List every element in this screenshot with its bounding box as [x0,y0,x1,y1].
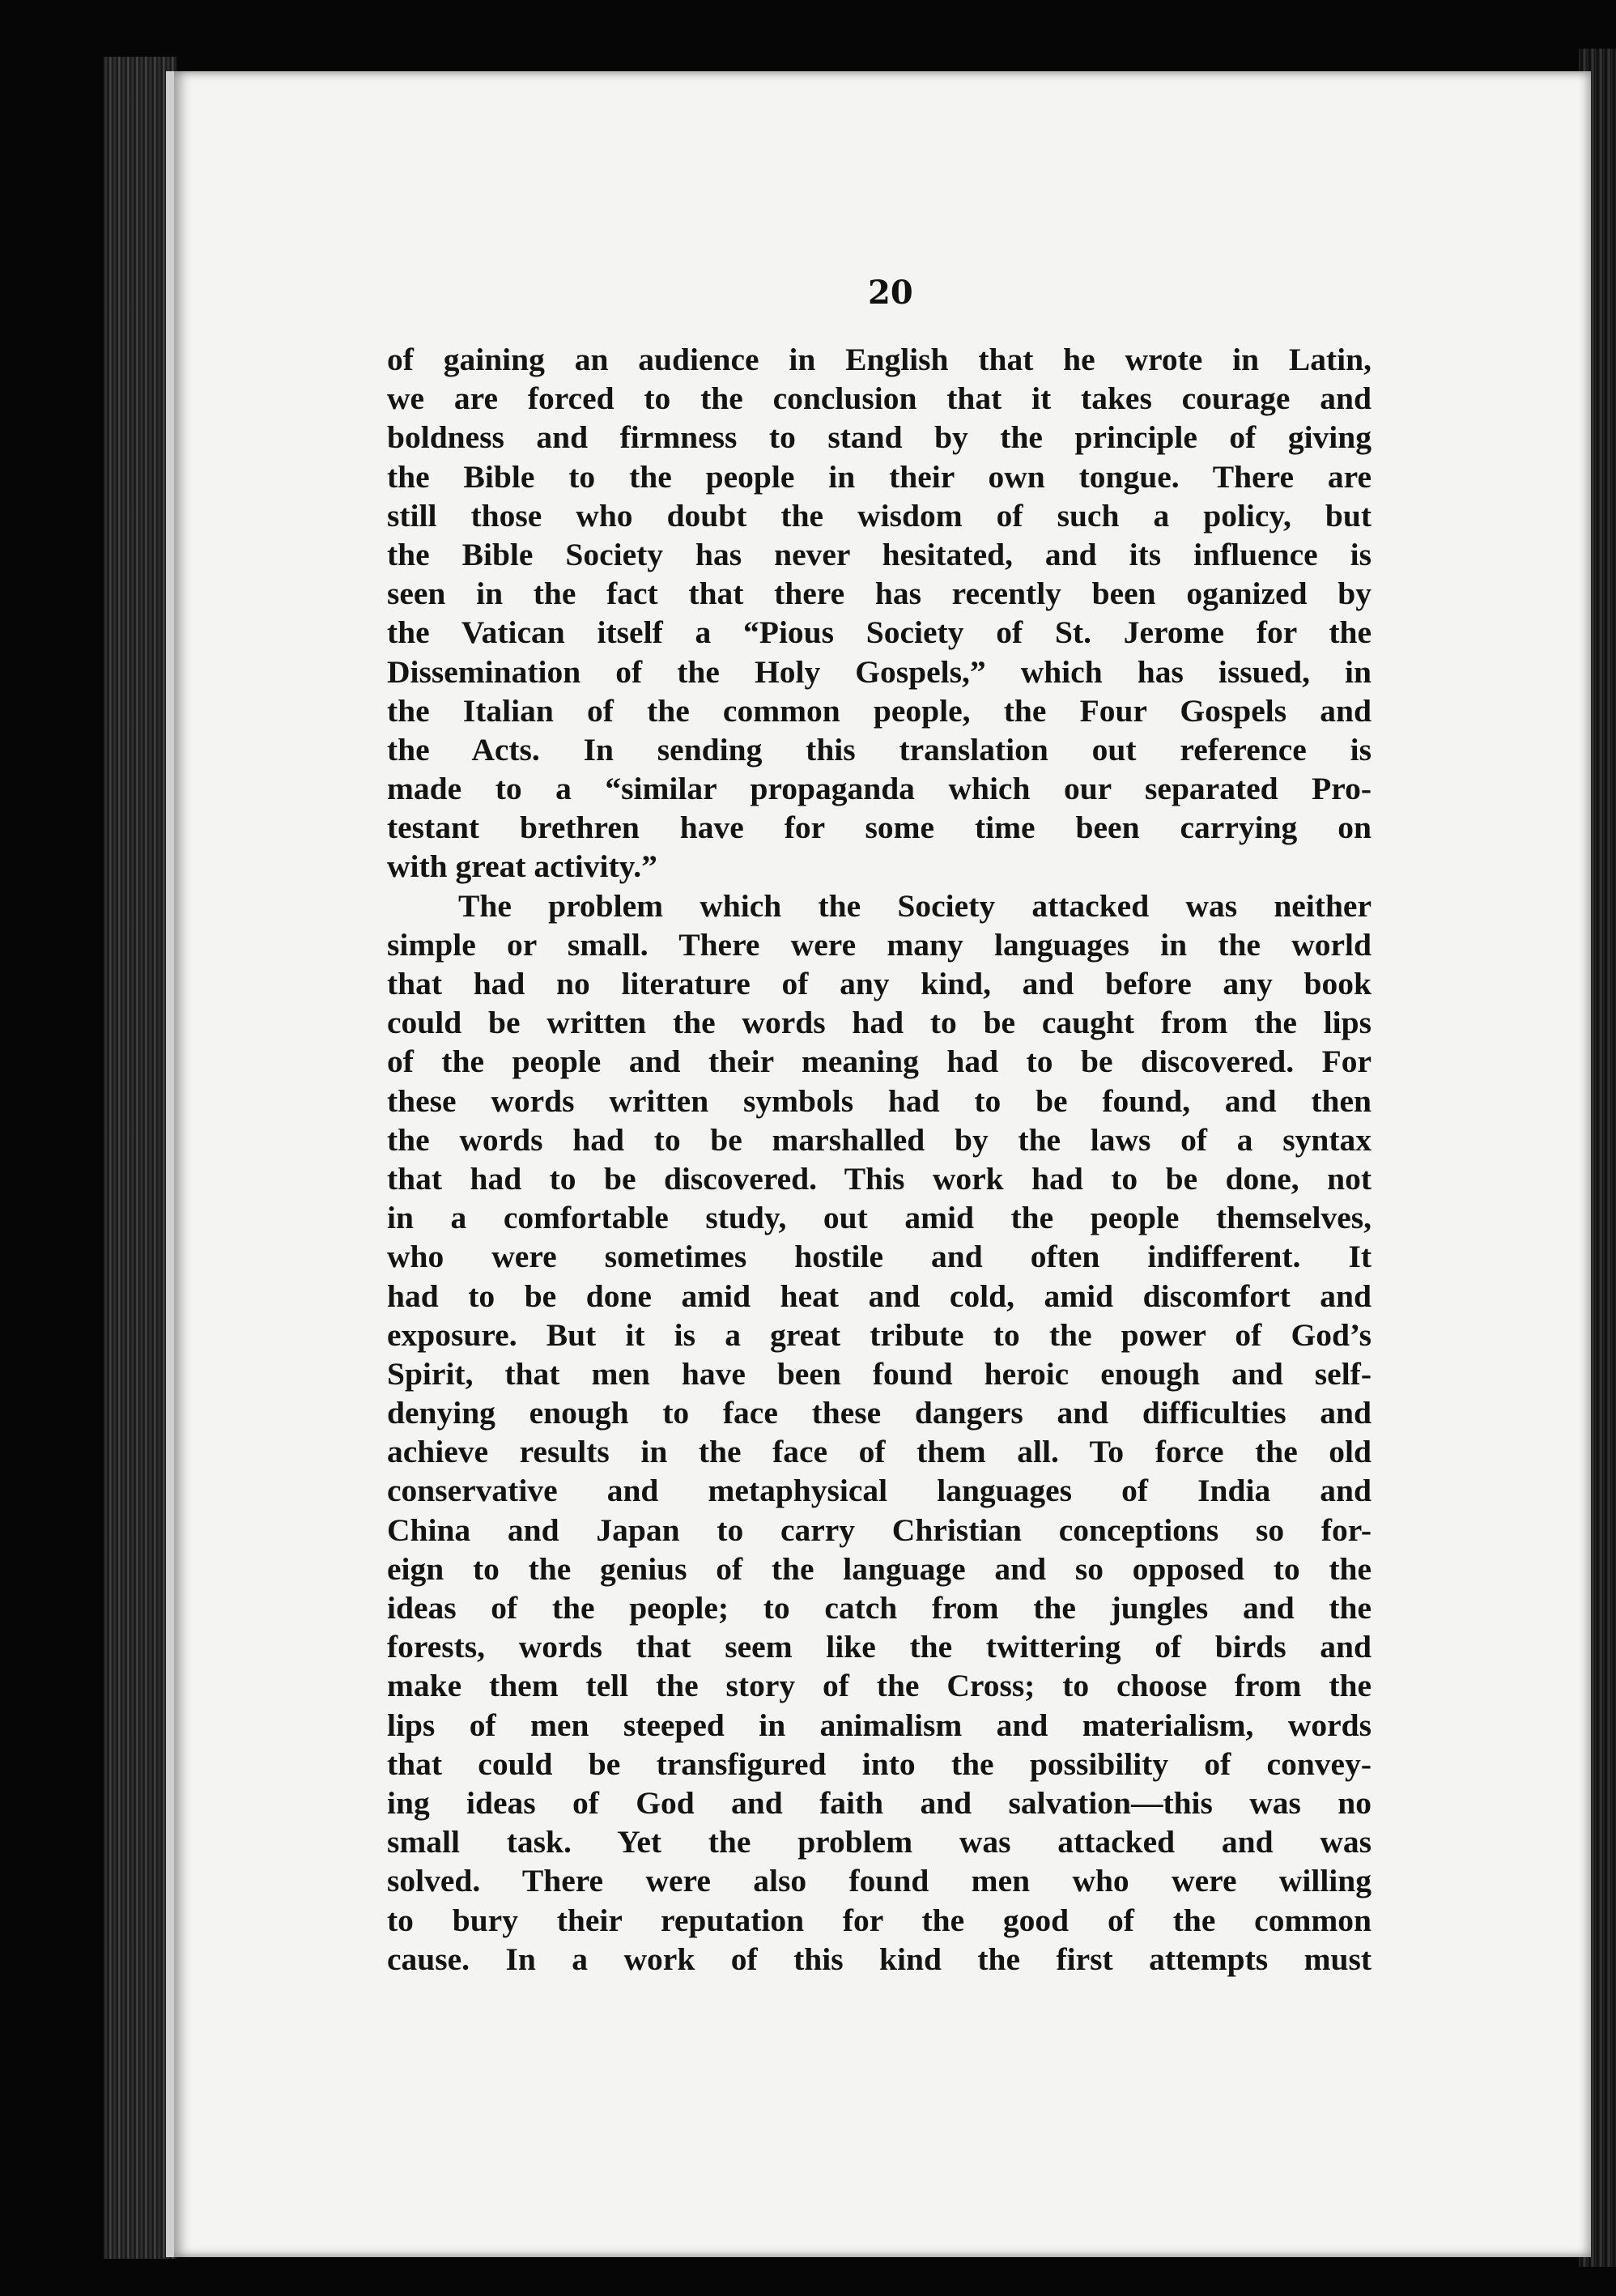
text-line: simple or small. There were many languages in the world [387,926,1371,963]
text-line: had to be done amid heat and cold, amid discomfort and [387,1278,1371,1314]
text-line: forests, words that seem like the twittering of birds and [387,1629,1371,1665]
text-line: to bury their reputation for the good of the common [387,1902,1371,1938]
text-line: the Bible Society has never hesitated, and its influence is [387,536,1371,572]
text-line: cause. In a work of this kind the first attempts must [387,1941,1371,1977]
text-line: these words written symbols had to be found, and then [387,1082,1371,1119]
text-line: ideas of the people; to catch from the jungles and the [387,1590,1371,1626]
text-line: testant brethren have for some time been carrying on [387,810,1371,846]
text-line: ing ideas of God and faith and salvation—this was no [387,1784,1371,1821]
body-text [387,340,1371,1979]
text-line: seen in the fact that there has recently been oganized by [387,576,1371,612]
text-line: make them tell the story of the Cross; to choose from the [387,1668,1371,1704]
text-line: could be written the words had to be caught from the lips [387,1005,1371,1041]
text-line: lips of men steeped in animalism and materialism, words [387,1707,1371,1743]
text-line: the Acts. In sending this translation out reference is [387,731,1371,767]
text-line: The problem which the Society attacked was neither [458,887,1371,924]
text-line: Spirit, that men have been found heroic enough and self- [387,1355,1371,1392]
text-line: boldness and firmness to stand by the principle of giving [387,419,1371,456]
text-line: the Bible to the people in their own tongue. There are [387,458,1371,495]
text-line: eign to the genius of the language and so opposed to the [387,1550,1371,1587]
text-line: the words had to be marshalled by the laws of a syntax [387,1121,1371,1158]
text-line: the Vatican itself a “Pious Society of St. Jerome for the [387,614,1371,651]
text-line: Dissemination of the Holy Gospels,” which has issued, in [387,653,1371,690]
text-line: small task. Yet the problem was attacked and was [387,1824,1371,1860]
text-line: that had to be discovered. This work had to be done, not [387,1160,1371,1197]
text-line: still those who doubt the wisdom of such a policy, but [387,497,1371,534]
text-line: who were sometimes hostile and often indifferent. It [387,1239,1371,1275]
text-line: denying enough to face these dangers and difficulties and [387,1395,1371,1431]
text-line: conservative and metaphysical languages of India and [387,1473,1371,1509]
text-line: achieve results in the face of them all. To force the old [387,1434,1371,1470]
text-line: solved. There were also found men who were willing [387,1863,1371,1899]
text-line: made to a “similar propaganda which our separated Pro- [387,771,1371,807]
text-line: of gaining an audience in English that he wrote in Latin, [387,342,1371,377]
text-line: China and Japan to carry Christian conceptions so for- [387,1512,1371,1548]
text-line: the Italian of the common people, the Four Gospels and [387,692,1371,729]
text-line: in a comfortable study, out amid the people themselves, [387,1200,1371,1236]
text-line: exposure. But it is a great tribute to the power of God’s [387,1316,1371,1353]
text-line: that had no literature of any kind, and before any book [387,966,1371,1001]
text-line: we are forced to the conclusion that it takes courage and [387,381,1371,417]
text-line: with great activity.” [387,848,657,885]
text-line: that could be transfigured into the possibility of convey- [387,1745,1371,1782]
text-line: of the people and their meaning had to be discovered. For [387,1044,1371,1080]
page-number: 20 [868,274,913,312]
